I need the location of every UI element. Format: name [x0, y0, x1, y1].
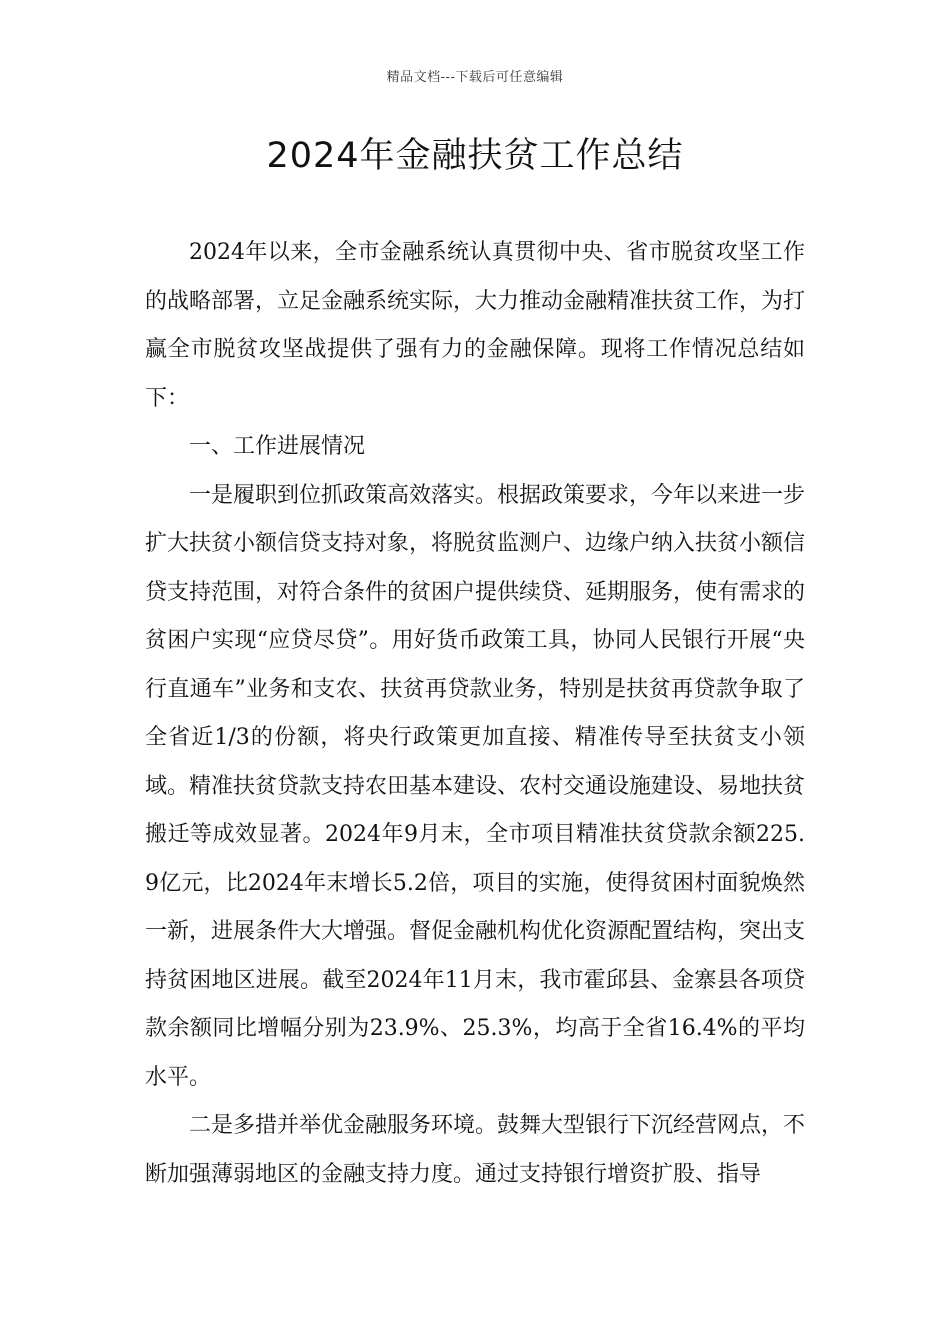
section-heading: 一、工作进展情况 [189, 434, 366, 459]
paragraph-policy: 一是履职到位抓政策高效落实。根据政策要求，今年以来进一步扩大扶贫小额信贷支持对象，将脱贫监测户、边缘户纳入扶贫小额信贷支持范围，对符合条件的贫困户提供续贷、延期服务，使有需求的贫困户实现“应贷尽贷”。用好货币政策工具，协同人民银行开展“央行直通车”业务和支农、扶贫再贷款业务，特别是扶贫再贷款争取了全省近1/3的份额，将央行政策更加直接、精准传导至扶贫支小领域。精准扶贫贷款支持农田基本建设、农村交通设施建设、易地扶贫搬迁等成效显著。2024年9月末，全市项目精准扶贫贷款余额225.9亿元，比2024年末增长5.2倍，项目的实施，使得贫困村面貌焕然一新，进展条件大大增强。督促金融机构优化资源配置结构，突出支持贫困地区进展。截至2024年11月末，我市霍邱县、金寨县各项贷款余额同比增幅分别为23.9%、25.3%，均高于全省16.4%的平均水平。 [145, 482, 806, 1090]
header-note: 精品文档---下载后可任意编辑 [386, 70, 564, 85]
document-body [145, 229, 805, 1199]
paragraph-intro: 2024年以来，全市金融系统认真贯彻中央、省市脱贫攻坚工作的战略部署，立足金融系统实际，大力推动金融精准扶贫工作，为打赢全市脱贫攻坚战提供了强有力的金融保障。现将工作情况总结如下： [145, 240, 806, 411]
page-title: 2024年金融扶贫工作总结 [266, 136, 684, 176]
paragraph-service: 二是多措并举优金融服务环境。鼓舞大型银行下沉经营网点，不断加强薄弱地区的金融支持力度。通过支持银行增资扩股、指导 [145, 1113, 806, 1187]
